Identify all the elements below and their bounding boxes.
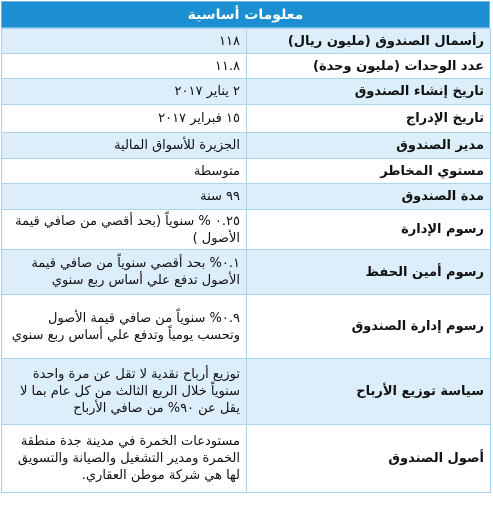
row-value: الجزيرة للأسواق المالية	[2, 133, 247, 159]
row-label: أصول الصندوق	[247, 425, 491, 493]
row-label: سياسة توزيع الأرباح	[247, 359, 491, 425]
row-value: ١٥ فبراير ٢٠١٧	[2, 105, 247, 133]
table-header: معلومات أساسية	[1, 1, 490, 28]
table-row	[2, 210, 491, 250]
row-value: ٠.٩% سنوياً من صافي قيمة الأصول وتحسب يومياً وتدفع علي أساس ربع سنوي	[2, 295, 247, 359]
table-row	[2, 29, 491, 54]
row-label: رسوم أمين الحفظ	[247, 250, 491, 295]
table-row	[2, 105, 491, 133]
row-label: مدير الصندوق	[247, 133, 491, 159]
table-row	[2, 250, 491, 295]
row-label: رسوم إدارة الصندوق	[247, 295, 491, 359]
table-row	[2, 159, 491, 184]
table-row	[2, 295, 491, 359]
table-row	[2, 425, 491, 493]
row-label: تاريخ إنشاء الصندوق	[247, 79, 491, 105]
row-value: ٢ يناير ٢٠١٧	[2, 79, 247, 105]
row-value: ٠.٢٥ % سنوياً (بحد أقصي من صافي قيمة الأصول )	[2, 210, 247, 250]
row-value: ٩٩ سنة	[2, 184, 247, 210]
row-label: عدد الوحدات (مليون وحدة)	[247, 54, 491, 79]
row-value: ١١٨	[2, 29, 247, 54]
table-row	[2, 54, 491, 79]
table-row	[2, 133, 491, 159]
row-label: تاريخ الإدراج	[247, 105, 491, 133]
row-value: ٠.١% بحد أقصي سنوياً من صافي قيمة الأصول تدفع علي أساس ربع سنوي	[2, 250, 247, 295]
row-value: متوسطة	[2, 159, 247, 184]
row-label: رأسمال الصندوق (مليون ريال)	[247, 29, 491, 54]
fund-info-panel	[1, 1, 490, 493]
row-value: توزيع أرباح نقدية لا تقل عن مرة واحدة سنوياً خلال الربع الثالث من كل عام بما لا يقل عن ٩٠% من صافي الأرباح	[2, 359, 247, 425]
table-row	[2, 79, 491, 105]
row-label: رسوم الإدارة	[247, 210, 491, 250]
row-label: مستوي المخاطر	[247, 159, 491, 184]
fund-info-table	[1, 28, 491, 493]
table-row	[2, 359, 491, 425]
row-label: مدة الصندوق	[247, 184, 491, 210]
row-value: ١١.٨	[2, 54, 247, 79]
table-row	[2, 184, 491, 210]
row-value: مستودعات الخمرة في مدينة جدة منطقة الخمرة ومدير التشغيل والصيانة والتسويق لها هي شركة موطن العقاري.	[2, 425, 247, 493]
